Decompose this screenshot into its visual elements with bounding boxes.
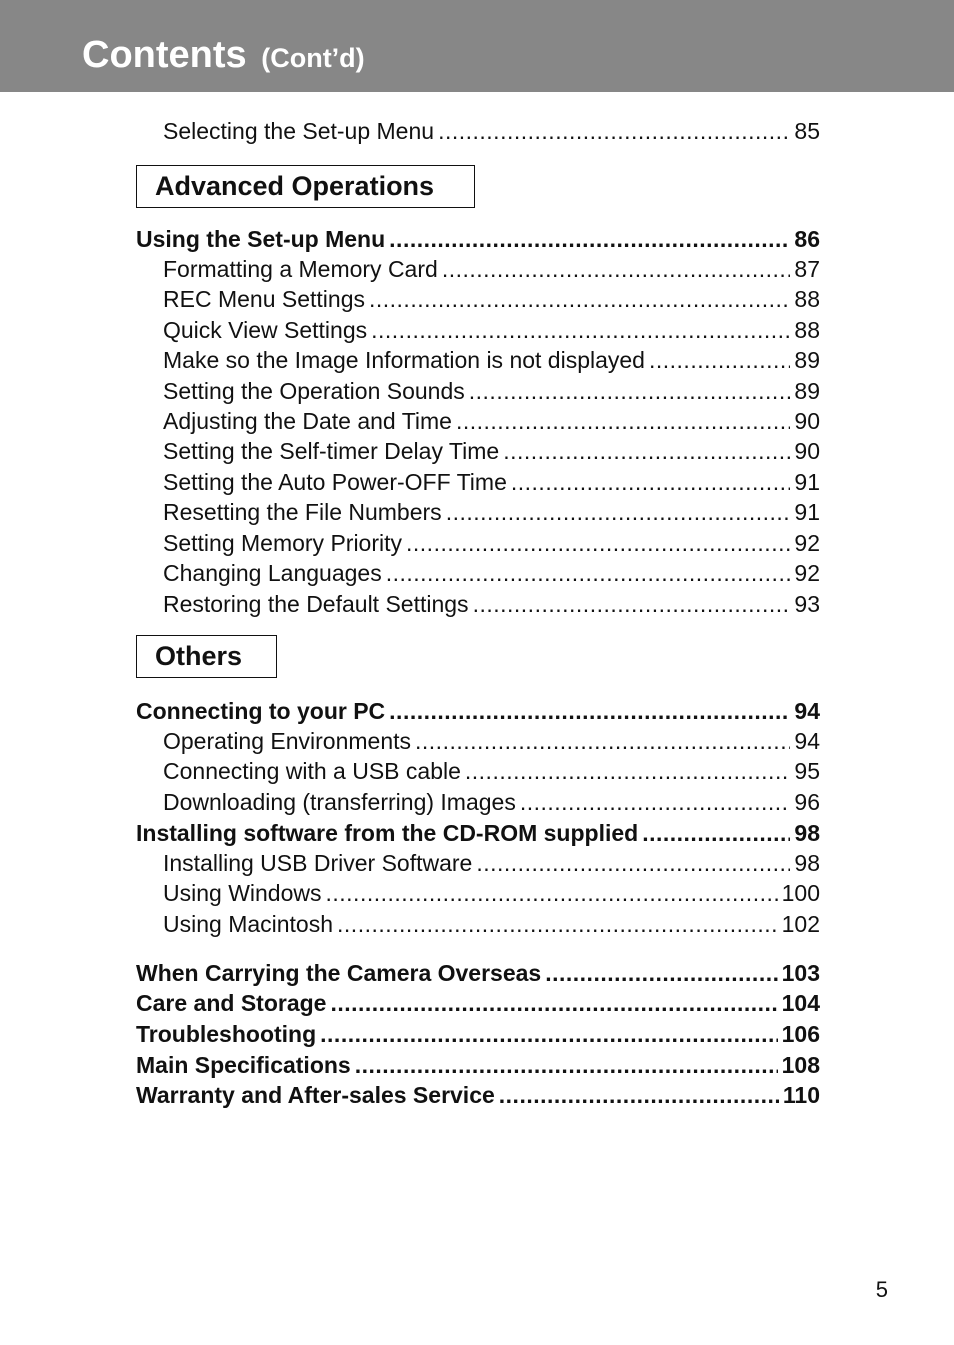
- toc-leader-dots: [337, 909, 778, 939]
- toc-entry-title: Downloading (transferring) Images: [163, 789, 516, 815]
- toc-entry-page: 100: [781, 880, 820, 906]
- toc-leader-dots: [320, 1019, 777, 1049]
- toc-entry-page: 102: [781, 911, 820, 937]
- toc-entry-title: Make so the Image Information is not displayed: [163, 347, 645, 373]
- page-number: 5: [875, 1277, 888, 1302]
- toc-leader-dots: [511, 467, 791, 497]
- toc-entry[interactable]: [163, 878, 820, 908]
- toc-entry-page: 90: [794, 438, 820, 464]
- toc-entry-page: 104: [781, 990, 820, 1016]
- toc-leader-dots: [369, 284, 790, 314]
- toc-entry-page: 89: [794, 378, 820, 404]
- toc-entry-page: 98: [794, 850, 820, 876]
- toc-leader-dots: [456, 406, 790, 436]
- toc-entry[interactable]: [163, 909, 820, 939]
- toc-leader-dots: [476, 848, 790, 878]
- toc-entry-title: Adjusting the Date and Time: [163, 408, 452, 434]
- toc-leader-dots: [469, 376, 791, 406]
- toc-entry-title: Setting the Auto Power-OFF Time: [163, 469, 507, 495]
- toc-entry[interactable]: [163, 284, 820, 314]
- toc-entry-title: Using Windows: [163, 880, 322, 906]
- toc-leader-dots: [545, 958, 777, 988]
- toc-entry-page: 110: [782, 1082, 820, 1108]
- toc-entry[interactable]: [163, 756, 820, 786]
- page-title: [82, 33, 365, 80]
- toc-entry[interactable]: [163, 436, 820, 466]
- toc-leader-dots: [642, 818, 790, 848]
- page-title-subtitle: (Cont’d): [261, 43, 365, 73]
- toc-leader-dots: [520, 787, 791, 817]
- toc-entry-title: Quick View Settings: [163, 317, 368, 343]
- toc-leader-dots: [355, 1050, 778, 1080]
- toc-entry-main[interactable]: [136, 1019, 820, 1049]
- toc-entry-page: 91: [794, 499, 820, 525]
- toc-entry-page: 90: [794, 408, 820, 434]
- toc-leader-dots: [330, 988, 777, 1018]
- toc-entry[interactable]: [163, 116, 820, 146]
- toc-leader-dots: [326, 878, 778, 908]
- toc-entry-main[interactable]: [136, 696, 820, 726]
- toc-entry-title: Operating Environments: [163, 728, 412, 754]
- toc-entry-title: Resetting the File Numbers: [163, 499, 442, 525]
- toc-entry-page: 92: [794, 560, 820, 586]
- toc-leader-dots: [465, 756, 791, 786]
- toc-entry-title: Installing USB Driver Software: [163, 850, 473, 876]
- toc-entry-page: 87: [794, 256, 820, 282]
- toc-entry-main[interactable]: [136, 1050, 820, 1080]
- toc-entry-title: Installing software from the CD-ROM supplied: [136, 820, 639, 846]
- toc-entry-title: Warranty and After-sales Service: [136, 1082, 495, 1108]
- toc-entry-main[interactable]: [136, 958, 820, 988]
- toc-entry[interactable]: [163, 848, 820, 878]
- toc-entry-page: 94: [794, 728, 820, 754]
- toc-entry-page: 88: [794, 286, 820, 312]
- toc-entry-page: 106: [781, 1021, 820, 1047]
- toc-leader-dots: [499, 1080, 779, 1110]
- section-heading-others: Others: [136, 635, 277, 678]
- toc-entry-title: Troubleshooting: [136, 1021, 317, 1047]
- toc-entry-page: 96: [794, 789, 820, 815]
- toc-entry[interactable]: [163, 589, 820, 619]
- toc-entry-title: When Carrying the Camera Overseas: [136, 960, 542, 986]
- toc-entry-page: 86: [794, 226, 820, 252]
- toc-entry-page: 88: [794, 317, 820, 343]
- toc-entry-title: Formatting a Memory Card: [163, 256, 438, 282]
- toc-entry[interactable]: [163, 315, 820, 345]
- toc-entry-title: Setting the Self-timer Delay Time: [163, 438, 500, 464]
- toc-leader-dots: [389, 696, 790, 726]
- section-heading-advanced-operations: Advanced Operations: [136, 165, 475, 208]
- toc-entry[interactable]: [163, 558, 820, 588]
- toc-entry-title: Selecting the Set-up Menu: [163, 118, 435, 144]
- toc-leader-dots: [389, 224, 790, 254]
- toc-entry-title: REC Menu Settings: [163, 286, 365, 312]
- toc-entry-main[interactable]: [136, 818, 820, 848]
- toc-entry-page: 85: [794, 118, 820, 144]
- toc-entry-title: Care and Storage: [136, 990, 327, 1016]
- toc-entry-title: Setting Memory Priority: [163, 530, 403, 556]
- toc-leader-dots: [442, 254, 791, 284]
- toc-leader-dots: [386, 558, 791, 588]
- toc-entry[interactable]: [163, 726, 820, 756]
- toc-entry[interactable]: [163, 467, 820, 497]
- toc-entry-page: 94: [794, 698, 820, 724]
- page-title-main: Contents: [82, 34, 247, 76]
- toc-entry-title: Main Specifications: [136, 1052, 351, 1078]
- toc-leader-dots: [649, 345, 790, 375]
- toc-entry-title: Connecting with a USB cable: [163, 758, 461, 784]
- toc-entry[interactable]: [163, 497, 820, 527]
- toc-entry-page: 98: [794, 820, 820, 846]
- toc-leader-dots: [438, 116, 790, 146]
- toc-leader-dots: [503, 436, 790, 466]
- toc-leader-dots: [406, 528, 790, 558]
- toc-entry-page: 108: [781, 1052, 820, 1078]
- toc-entry[interactable]: [163, 345, 820, 375]
- toc-entry-title: Setting the Operation Sounds: [163, 378, 465, 404]
- toc-entry-title: Changing Languages: [163, 560, 382, 586]
- toc-entry[interactable]: [163, 406, 820, 436]
- toc-leader-dots: [415, 726, 790, 756]
- toc-entry-title: Connecting to your PC: [136, 698, 386, 724]
- toc-entry-main[interactable]: [136, 988, 820, 1018]
- toc-entry-main[interactable]: [136, 1080, 820, 1110]
- toc-leader-dots: [473, 589, 791, 619]
- toc-entry[interactable]: [163, 528, 820, 558]
- toc-entry-title: Restoring the Default Settings: [163, 591, 469, 617]
- toc-entry[interactable]: [163, 787, 820, 817]
- toc-entry-page: 92: [794, 530, 820, 556]
- toc-entry-page: 89: [794, 347, 820, 373]
- toc-leader-dots: [446, 497, 791, 527]
- toc-leader-dots: [371, 315, 790, 345]
- toc-entry-title: Using Macintosh: [163, 911, 334, 937]
- toc-entry-page: 91: [794, 469, 820, 495]
- toc-entry-main[interactable]: [136, 224, 820, 254]
- toc-entry[interactable]: [163, 376, 820, 406]
- toc-entry[interactable]: [163, 254, 820, 284]
- toc-entry-page: 95: [794, 758, 820, 784]
- toc-entry-page: 93: [794, 591, 820, 617]
- toc-entry-page: 103: [781, 960, 820, 986]
- toc-entry-title: Using the Set-up Menu: [136, 226, 386, 252]
